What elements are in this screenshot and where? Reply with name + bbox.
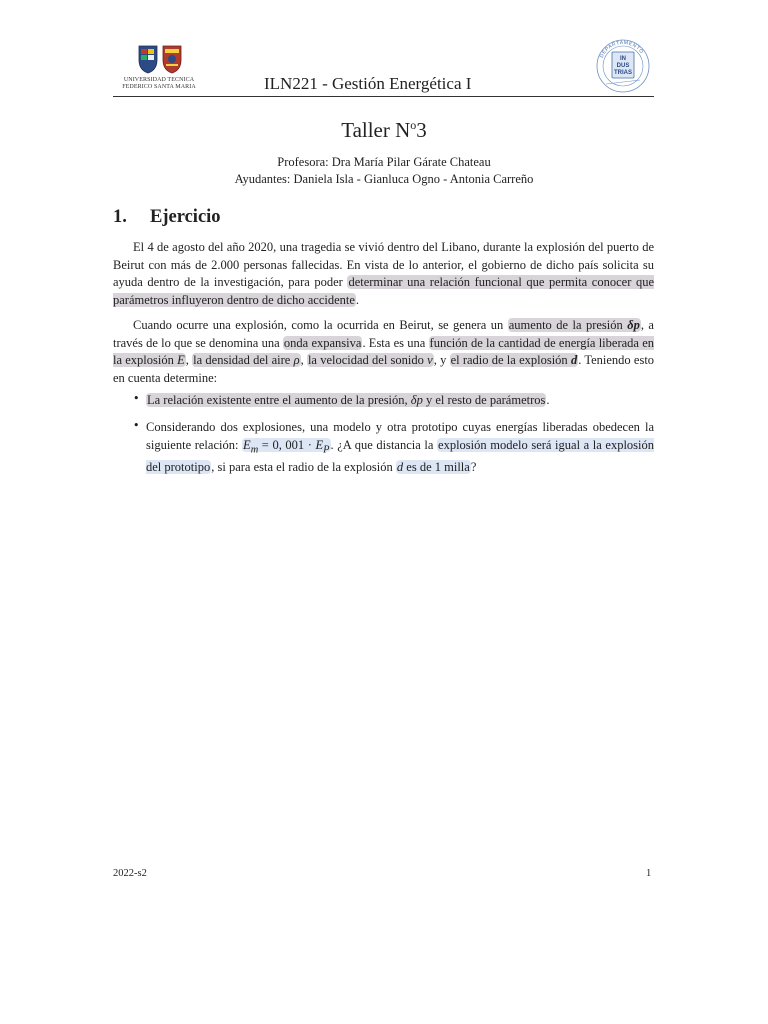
- bullet-icon: •: [133, 419, 140, 432]
- math-delta-p: δp: [410, 393, 423, 407]
- svg-text:TRIAS: TRIAS: [614, 70, 632, 76]
- list-item-text-part: , si para esta el radio de la explosión: [211, 459, 396, 474]
- highlight-wave[interactable]: onda expansiva: [283, 335, 362, 350]
- list-item-end: ?: [470, 459, 477, 474]
- paragraph-2-text: ,: [185, 353, 193, 367]
- university-name-line2: FEDERICO SANTA MARIA: [122, 84, 196, 90]
- highlight-sound-speed[interactable]: [307, 353, 434, 367]
- university-logo: [113, 44, 205, 96]
- list-item-end: .: [546, 393, 550, 407]
- title-number: 3: [416, 118, 427, 142]
- math-energy: E: [177, 353, 185, 367]
- paragraph-2-text: . Esta es una: [362, 335, 429, 350]
- svg-text:DUS: DUS: [616, 63, 630, 69]
- title-superscript: o: [410, 118, 417, 132]
- paragraph-2: [113, 317, 654, 387]
- math-delta-p: δp: [627, 318, 640, 332]
- svg-text:IN: IN: [620, 56, 626, 62]
- math-d: d: [396, 459, 404, 474]
- list-item-text: [146, 392, 654, 410]
- highlight-radius[interactable]: [450, 353, 579, 367]
- list-item-text-part: Considerando dos explosiones, una modelo y otra prototipo cuyas energías liberadas obedecen la siguiente relación:: [146, 420, 654, 452]
- university-crest-icon: [135, 44, 187, 74]
- highlight-density[interactable]: [192, 353, 300, 367]
- page-number: 1: [646, 868, 652, 879]
- math-equals: = 0, 001 ·: [258, 437, 316, 452]
- highlight-energy-text: función de la cantidad de energía liberada en la explosión: [113, 335, 655, 367]
- highlight-density-text: la densidad del aire: [193, 353, 291, 367]
- title-main: Taller N: [341, 118, 411, 142]
- highlight-relation[interactable]: [146, 393, 546, 407]
- department-logo-icon: [592, 38, 654, 94]
- highlight-relation-text-end: y el resto de parámetros: [422, 393, 546, 407]
- highlight-objective[interactable]: determinar una relación funcional que permita conocer que parámetros influyeron dentro de dicho accidente: [113, 275, 654, 307]
- course-title: ILN221 - Gestión Energética I: [264, 74, 472, 93]
- paragraph-2-text: ,: [300, 353, 307, 367]
- professor-line: Profesora: Dra María Pilar Gárate Chateau: [277, 155, 491, 169]
- footer-semester: 2022-s2: [113, 868, 147, 879]
- document-title: [0, 118, 768, 143]
- math-rho: ρ: [293, 353, 300, 367]
- paragraph-2-text: , y: [433, 353, 450, 367]
- list-item-text: [146, 419, 654, 476]
- math-e: E: [315, 437, 324, 452]
- highlight-pressure-text: aumento de la presión: [508, 318, 623, 332]
- highlight-one-mile-text: es de 1 milla: [403, 459, 470, 474]
- paragraph-2-text: , a través de lo que se denomina una: [113, 318, 654, 350]
- paragraph-1-end: .: [355, 292, 360, 307]
- list-item-text-part: . ¿A que distancia la: [330, 437, 438, 452]
- paragraph-2-text: . Teniendo esto en cuenta determine:: [113, 353, 655, 385]
- highlight-one-mile[interactable]: [396, 460, 471, 474]
- paragraph-2-text: Cuando ocurre una explosión, como la ocurrida en Beirut, se genera un: [133, 318, 508, 332]
- math-d: d: [570, 353, 578, 367]
- section-number: 1.: [113, 207, 127, 227]
- university-name-line1: UNIVERSIDAD TECNICA: [123, 77, 195, 83]
- department-logo-ring-text: DEPARTAMENTO: [598, 39, 645, 59]
- math-e: E: [243, 437, 251, 452]
- formula-energy-relation[interactable]: [242, 437, 330, 455]
- header-divider: [113, 96, 654, 97]
- math-sub-m: m: [250, 444, 259, 455]
- section-heading: [113, 207, 221, 228]
- math-sub-p: P: [323, 444, 330, 455]
- highlight-pressure[interactable]: [508, 318, 641, 332]
- highlight-radius-text: el radio de la explosión: [450, 353, 568, 367]
- bullet-icon: •: [133, 392, 140, 405]
- highlight-relation-text: La relación existente entre el aumento de la presión,: [147, 393, 411, 407]
- paragraph-1: [113, 239, 654, 309]
- section-title: Ejercicio: [150, 207, 221, 227]
- assistants-line: Ayudantes: Daniela Isla - Gianluca Ogno - Antonia Carreño: [234, 172, 534, 186]
- paragraph-1-text: El 4 de agosto del año 2020, una tragedia se vivió dentro del Libano, durante la explosión del puerto de Beirut con más de 2.000 personas fallecidas. En vista de lo anterior, el gobierno de dicho país solicita su ayuda dentro de la investigación, para poder: [113, 240, 654, 289]
- highlight-model-explosion[interactable]: explosión modelo será igual a la explosión del prototipo: [146, 437, 655, 474]
- highlight-sound-speed-text: la velocidad del sonido: [307, 353, 424, 367]
- math-v: v: [427, 353, 433, 367]
